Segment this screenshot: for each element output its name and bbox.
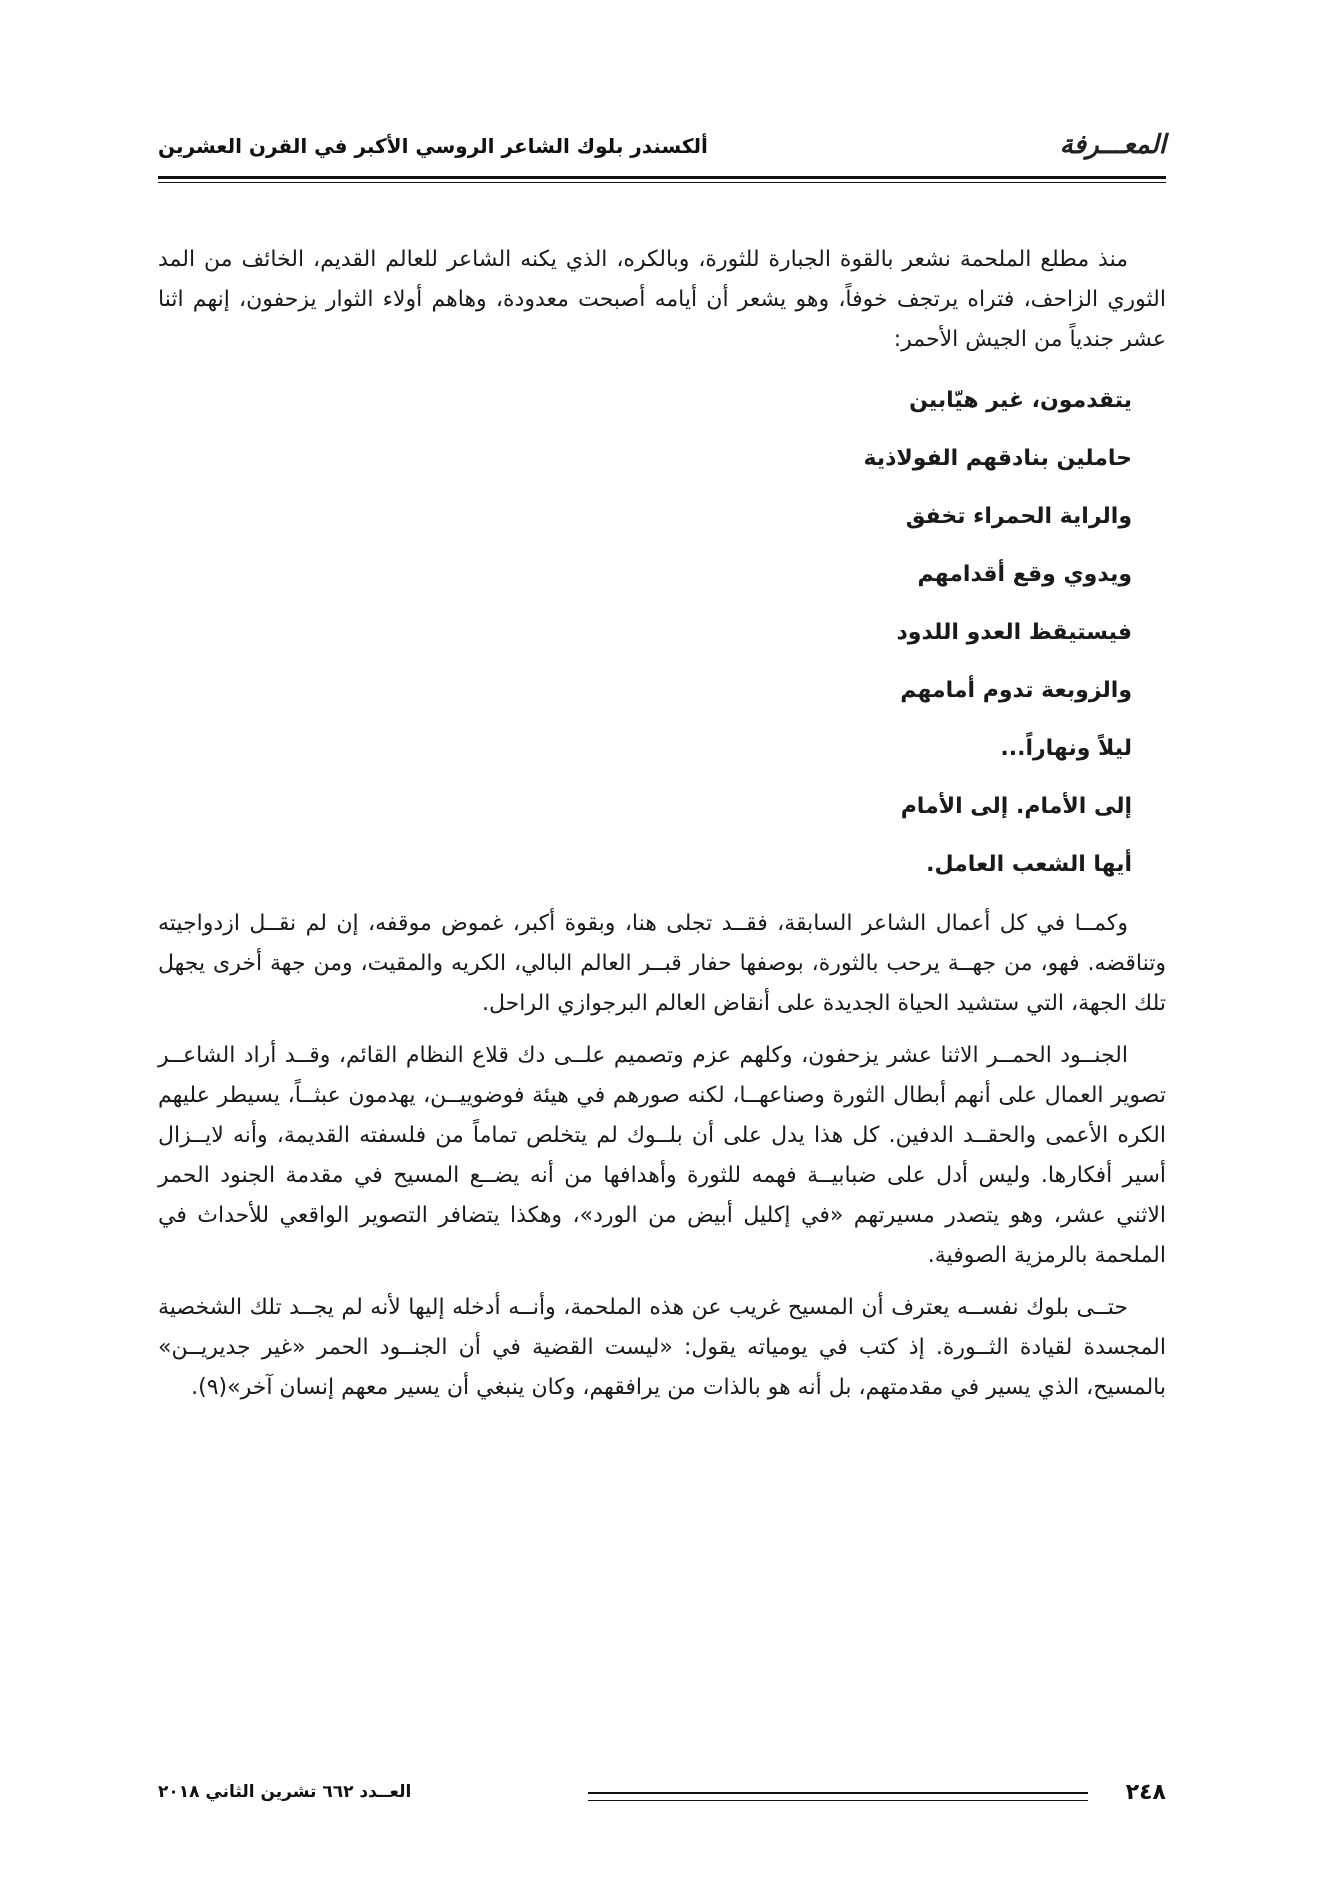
- page-footer: [158, 1778, 1166, 1814]
- header-divider-thin: [158, 182, 1166, 183]
- poem-line: حاملين بنادقهم الفولاذية: [863, 446, 1132, 471]
- poem-line: إلى الأمام. إلى الأمام: [900, 794, 1132, 819]
- paragraph-2: وكمــا في كل أعمال الشاعر السابقة، فقــد تجلى هنا، وبقوة أكبر، غموض موقفه، إن لم نقــل ازدواجيته وتناقضه. فهو، من جهــة يرحب بالثورة، بوصفها حفار قبــر العالم البالي، الكريه والمقيت، ومن جهة أخرى يجهل تلك الجهة، التي ستشيد الحياة الجديدة على أنقاض العالم البرجوازي الراحل.: [158, 911, 1166, 1016]
- poem-line: يتقدمون، غير هيّابين: [909, 388, 1132, 413]
- poem-line: ويدوي وقع أقدامهم: [917, 562, 1132, 587]
- journal-logo: المعـــرفة: [1059, 130, 1166, 160]
- poem-line: والزوبعة تدوم أمامهم: [900, 678, 1132, 703]
- poem-line: أيها الشعب العامل.: [926, 852, 1132, 877]
- page-number: ٢٤٨: [1125, 1780, 1166, 1805]
- paragraph-3: الجنــود الحمــر الاثنا عشر يزحفون، وكلهم عزم وتصميم علــى دك قلاع النظام القائم، وقــد أراد الشاعــر تصوير العمال على أنهم أبطال الثورة وصناعهــا، لكنه صورهم في هيئة فوضوييــن، يهدمون عبثــاً، يسيطر عليهم الكره الأعمى والحقــد الدفين. كل هذا يدل على أن بلــوك لم يتخلص تماماً من فلسفته القديمة، وأنه لايــزال أسير أفكارها. وليس أدل على ضبابيــة فهمه للثورة وأهدافها من أنه يضــع المسيح في مقدمة الجنود الحمر الاثني عشر، وهو يتصدر مسيرتهم «في إكليل أبيض من الورد»، وهكذا يتضافر التصوير الواقعي للأحداث في الملحمة بالرمزية الصوفية.: [158, 1043, 1166, 1268]
- poem-line: فيستيقظ العدو اللدود: [896, 620, 1132, 645]
- issue-info: العــدد ٦٦٢ تشرين الثاني ٢٠١٨: [158, 1782, 412, 1802]
- paragraph-1: منذ مطلع الملحمة نشعر بالقوة الجبارة للثورة، وبالكره، الذي يكنه الشاعر للعالم القديم، الخائف من المد الثوري الزاحف، فتراه يرتجف خوفاً، وهو يشعر أن أيامه أصبحت معدودة، وهاهم أولاء الثوار يزحفون، إنهم اثنا عشر جندياً من الجيش الأحمر:: [158, 247, 1166, 352]
- poem-line: ليلاً ونهاراً...: [1000, 736, 1132, 761]
- article-body: [158, 240, 1166, 1420]
- paragraph-4: حتــى بلوك نفســه يعترف أن المسيح غريب عن هذه الملحمة، وأنــه أدخله إليها لأنه لم يجــد تلك الشخصية المجسدة لقيادة الثــورة. إذ كتب في يومياته يقول: «ليست القضية في أن الجنــود الحمر «غير جديريــن» بالمسيح، الذي يسير في مقدمتهم، بل أنه هو بالذات من يرافقهم، وكان ينبغي أن يسير معهم إنسان آخر»(٩).: [158, 1295, 1166, 1400]
- running-title: ألكسندر بلوك الشاعر الروسي الأكبر في القرن العشرين: [158, 134, 708, 158]
- header-divider: [158, 176, 1166, 179]
- poem-line: والراية الحمراء تخفق: [905, 504, 1132, 529]
- footer-divider: [588, 1792, 1088, 1801]
- page-header: [158, 128, 1166, 172]
- poem-block: [158, 372, 1166, 894]
